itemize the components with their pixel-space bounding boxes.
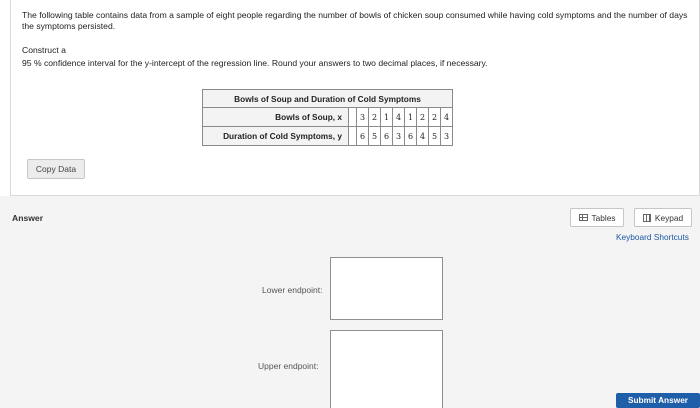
cell-value: 6	[405, 127, 417, 146]
keypad-icon	[643, 214, 651, 222]
table-caption: Bowls of Soup and Duration of Cold Symptoms	[203, 90, 453, 108]
upper-endpoint-label: Upper endpoint:	[258, 361, 319, 371]
cell-value: 1	[381, 108, 393, 127]
tables-button[interactable]	[570, 208, 624, 227]
cell-value: 3	[441, 127, 453, 146]
table-spacer	[349, 127, 357, 146]
question-panel	[10, 0, 700, 196]
cell-value: 2	[417, 108, 429, 127]
table-grid-icon	[579, 214, 588, 221]
lower-endpoint-label: Lower endpoint:	[262, 285, 323, 295]
row-label-x: Bowls of Soup, x	[203, 108, 349, 127]
lower-endpoint-input[interactable]	[330, 257, 443, 320]
keyboard-shortcuts-link[interactable]: Keyboard Shortcuts	[616, 232, 689, 242]
cell-value: 2	[429, 108, 441, 127]
cell-value: 4	[417, 127, 429, 146]
problem-text: The following table contains data from a sample of eight people regarding the number of bowls of chicken soup consumed while having cold symptoms and the number of days the symptoms persisted.	[22, 10, 688, 31]
cell-value: 2	[369, 108, 381, 127]
keypad-button[interactable]	[634, 208, 692, 227]
upper-endpoint-input[interactable]	[330, 330, 443, 408]
cell-value: 1	[405, 108, 417, 127]
instruction-text: 95 % confidence interval for the y-intercept of the regression line. Round your answers to two decimal places, if necessary.	[22, 58, 488, 68]
row-label-y: Duration of Cold Symptoms, y	[203, 127, 349, 146]
answer-area	[0, 196, 700, 408]
cell-value: 3	[357, 108, 369, 127]
data-table	[202, 89, 453, 146]
construct-text: Construct a	[22, 45, 66, 55]
cell-value: 6	[381, 127, 393, 146]
keypad-button-label: Keypad	[654, 212, 684, 223]
copy-data-button[interactable]: Copy Data	[27, 159, 85, 179]
answer-label: Answer	[12, 213, 44, 223]
table-row	[203, 108, 453, 127]
table-row	[203, 127, 453, 146]
cell-value: 4	[393, 108, 405, 127]
cell-value: 5	[369, 127, 381, 146]
cell-value: 6	[357, 127, 369, 146]
cell-value: 4	[441, 108, 453, 127]
cell-value: 3	[393, 127, 405, 146]
cell-value: 5	[429, 127, 441, 146]
submit-answer-button[interactable]: Submit Answer	[616, 393, 700, 408]
tables-button-label: Tables	[591, 212, 616, 223]
table-spacer	[349, 108, 357, 127]
